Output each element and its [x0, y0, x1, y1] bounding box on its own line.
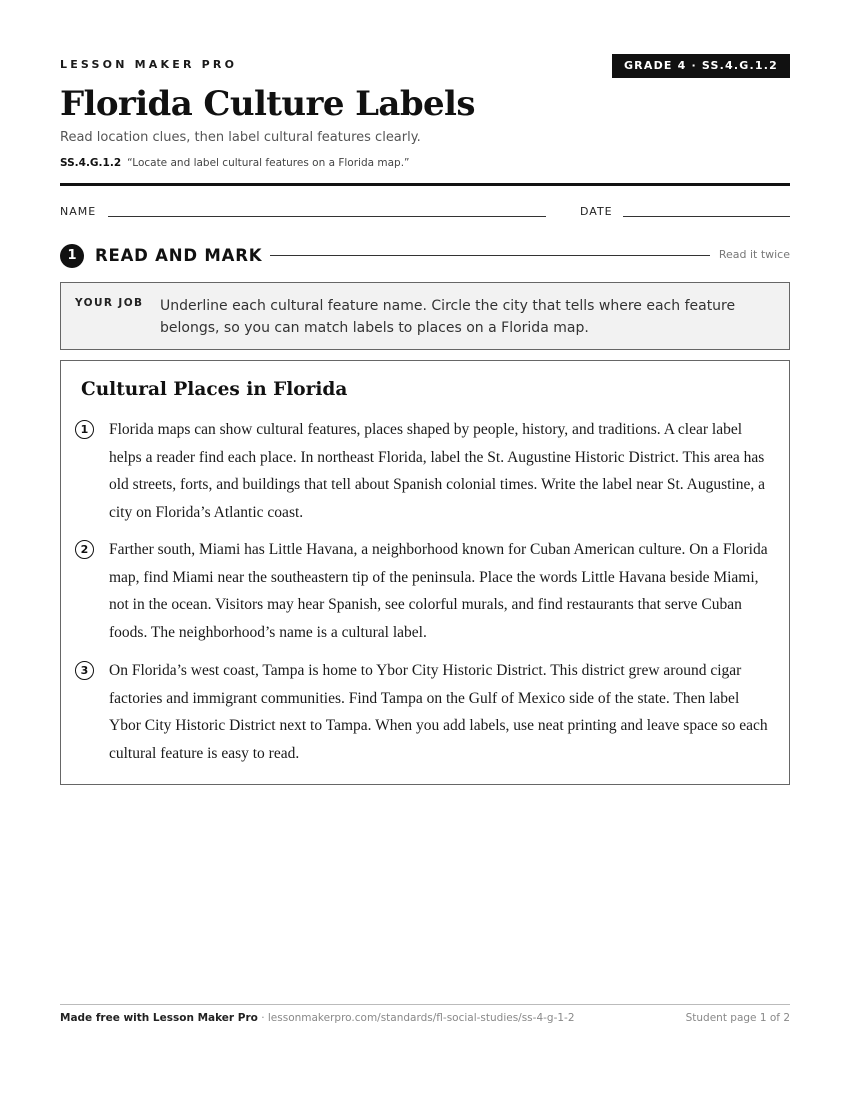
standard-text: “Locate and label cultural features on a Florida map.” — [127, 157, 410, 169]
footer-credit — [60, 1012, 575, 1024]
brand-name: LESSON MAKER PRO — [60, 58, 238, 71]
footer-divider — [60, 1004, 790, 1005]
job-instructions: Underline each cultural feature name. Circle the city that tells where each feature belongs, so you can match labels to places on a Florida map. — [160, 298, 736, 336]
name-label: NAME — [60, 205, 97, 218]
header-divider — [60, 183, 790, 186]
reading-passage — [60, 360, 790, 785]
standard-code: SS.4.G.1.2 — [60, 157, 122, 169]
worksheet-page — [60, 0, 790, 1100]
name-field[interactable] — [108, 216, 546, 217]
paragraph-number: 3 — [75, 661, 94, 680]
paragraph-text: Farther south, Miami has Little Havana, a neighborhood known for Cuban American culture. On a Florida map, find Miami near the southeastern tip of the peninsula. Place the words Little Havana beside Miami, not in the ocean. Visitors may hear Spanish, see colorful murals, and find restaurants that serve Cuban foods. The neighborhood’s name is a cultural label. — [109, 541, 768, 641]
section-divider — [270, 255, 710, 256]
job-label: YOUR JOB — [75, 297, 144, 309]
date-field[interactable] — [623, 216, 790, 217]
footer-separator: · — [257, 1012, 268, 1024]
paragraph-text: Florida maps can show cultural features, places shaped by people, history, and traditions. A clear label helps a reader find each place. In northeast Florida, label the St. Augustine Historic District. This area has old streets, forts, and buildings that tell about Spanish colonial times. Write the label near St. Augustine, a city on Florida’s Atlantic coast. — [109, 421, 766, 521]
date-label: DATE — [580, 205, 613, 218]
grade-badge: GRADE 4 · SS.4.G.1.2 — [612, 54, 790, 78]
paragraph-text: On Florida’s west coast, Tampa is home to Ybor City Historic District. This district grew around cigar factories and immigrant communities. Find Tampa on the Gulf of Mexico side of the state. Then label Ybor City Historic District next to Tampa. When you add labels, use neat printing and leave space so each cultural feature is easy to read. — [109, 662, 768, 762]
standard-line — [60, 157, 410, 169]
footer-url[interactable]: lessonmakerpro.com/standards/fl-social-studies/ss-4-g-1-2 — [267, 1012, 575, 1024]
page-title: Florida Culture Labels — [60, 84, 475, 124]
reading-title: Cultural Places in Florida — [81, 379, 348, 400]
job-box — [60, 282, 790, 350]
page-subtitle: Read location clues, then label cultural features clearly. — [60, 130, 421, 145]
paragraph-number: 2 — [75, 540, 94, 559]
section-title: READ AND MARK — [95, 246, 263, 265]
footer-page-number: Student page 1 of 2 — [685, 1012, 790, 1024]
section-number: 1 — [60, 244, 84, 268]
paragraph-number: 1 — [75, 420, 94, 439]
section-hint: Read it twice — [718, 248, 790, 261]
footer-made-by: Made free with Lesson Maker Pro — [60, 1012, 258, 1024]
